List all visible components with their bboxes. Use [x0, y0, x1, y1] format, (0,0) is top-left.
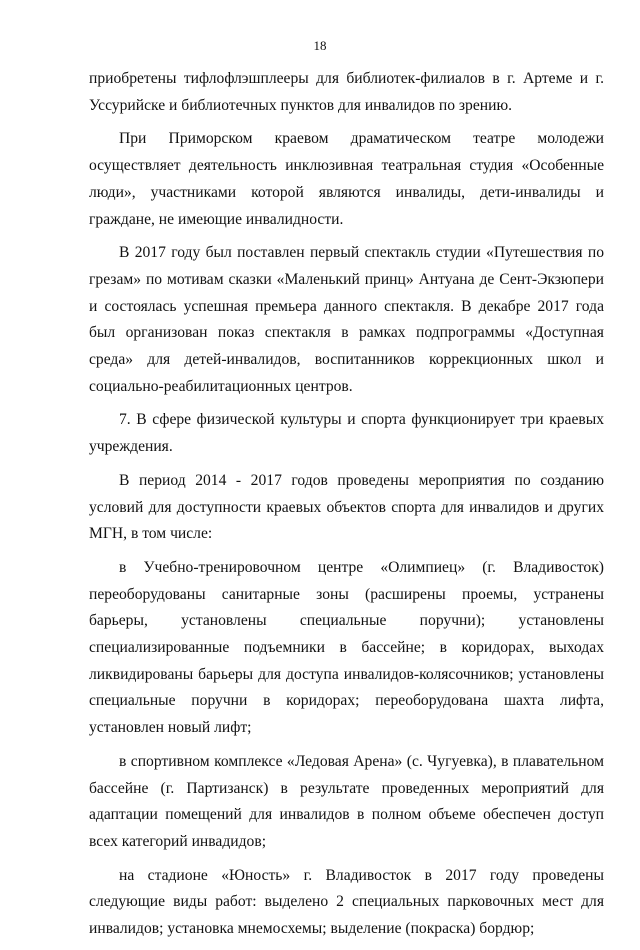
paragraph: в Учебно-тренировочном центре «Олимпиец» (г. Владивосток) переоборудованы санитарные зоны (расширены проемы, устранены барьеры, установлены специальные поручни); установлены специализированные подъемники в бассейне; в коридорах, выходах ликвидированы барьеры для доступа инвалидов-колясочников; установлены специальные поручни в коридорах; переоборудована шахта лифта, установлен новый лифт;: [89, 558, 604, 737]
paragraph: на стадионе «Юность» г. Владивосток в 2017 году проведены следующие виды работ: выделено 2 специальных парковочных мест для инвалидов; установка мнемосхемы; выделение (покраска) бордюр;: [89, 866, 604, 938]
paragraph: 7. В сфере физической культуры и спорта функционирует три краевых учреждения.: [89, 411, 604, 456]
paragraph: При Приморском краевом драматическом театре молодежи осуществляет деятельность инклюзивная театральная студия «Особенные люди», участниками которой являются инвалиды, дети-инвалиды и граждане, не имеющие инвалидности.: [89, 130, 604, 228]
paragraph: В 2017 году был поставлен первый спектакль студии «Путешествия по грезам» по мотивам сказки «Маленький принц» Антуана де Сент-Экзюпери и состоялась успешная премьера данного спектакля. В декабре 2017 года был организован показ спектакля в рамках подпрограммы «Доступная среда» для детей-инвалидов, воспитанников коррекционных школ и социально-реабилитационных центров.: [89, 244, 604, 395]
paragraph: В период 2014 - 2017 годов проведены мероприятия по созданию условий для доступности краевых объектов спорта для инвалидов и других МГН, в том числе:: [89, 471, 604, 543]
paragraph: приобретены тифлофлэшплееры для библиотек-филиалов в г. Артеме и г. Уссурийске и библиотечных пунктов для инвалидов по зрению.: [89, 70, 604, 114]
page-number: 18: [313, 38, 327, 53]
paragraph: в спортивном комплексе «Ледовая Арена» (с. Чугуевка), в плавательном бассейне (г. Партизанск) в результате проведенных мероприятий для адаптации помещений для инвалидов в полном объеме обеспечен доступ всех категорий инвадидов;: [89, 752, 604, 850]
document-body: [89, 66, 604, 950]
